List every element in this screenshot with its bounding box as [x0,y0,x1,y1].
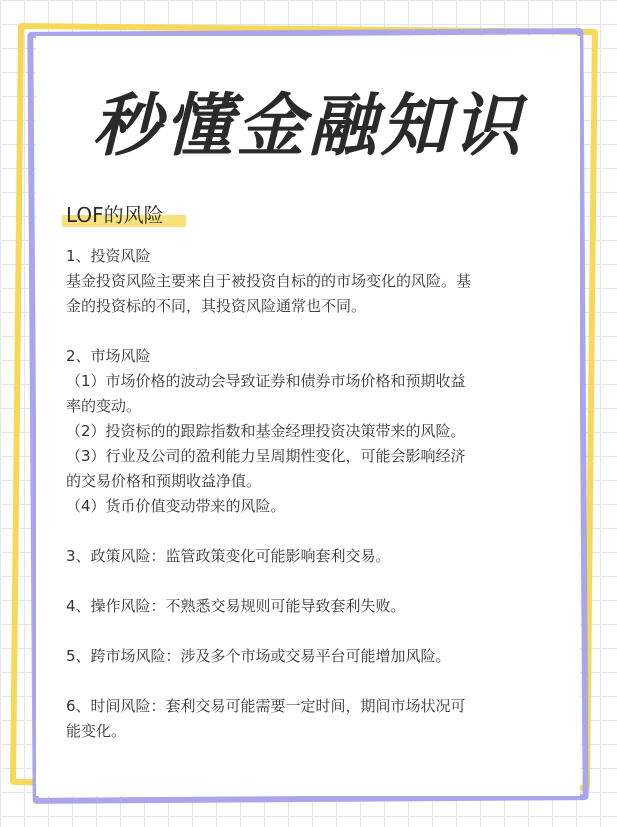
section-heading: 3、政策风险：监管政策变化可能影响套利交易。 [66,547,391,565]
paragraph-line: （2）投资标的的跟踪指数和基金经理投资决策带来的风险。 [66,422,466,440]
paragraph-line: 的交易价格和预期收益净值。 [66,472,262,490]
paragraph-line: （3）行业及公司的盈利能力呈周期性变化，可能会影响经济 [66,447,466,465]
section-heading: 6、时间风险：套利交易可能需要一定时间，期间市场状况可 [66,697,466,715]
section-heading: 5、跨市场风险：涉及多个市场或交易平台可能增加风险。 [66,647,451,665]
section-heading: 2、市场风险 [66,347,151,365]
subtitle: LOF的风险 [66,203,164,227]
paragraph-line: 基金投资风险主要来自于被投资自标的的市场变化的风险。基 [66,272,472,290]
paragraph-line: （4）货币价值变动带来的风险。 [66,497,286,515]
article-body [66,244,556,744]
paragraph-line: 率的变动。 [66,397,142,415]
paragraph-line: 能变化。 [66,722,127,740]
section-heading: 4、操作风险：不熟悉交易规则可能导致套利失败。 [66,597,406,615]
section-heading: 1、投资风险 [66,247,151,265]
paragraph-line: 金的投资标的不同，其投资风险通常也不同。 [66,297,367,315]
paragraph-line: （1）市场价格的波动会导致证券和债券市场价格和预期收益 [66,372,466,390]
page-title: 秒懂金融知识 [92,87,525,166]
